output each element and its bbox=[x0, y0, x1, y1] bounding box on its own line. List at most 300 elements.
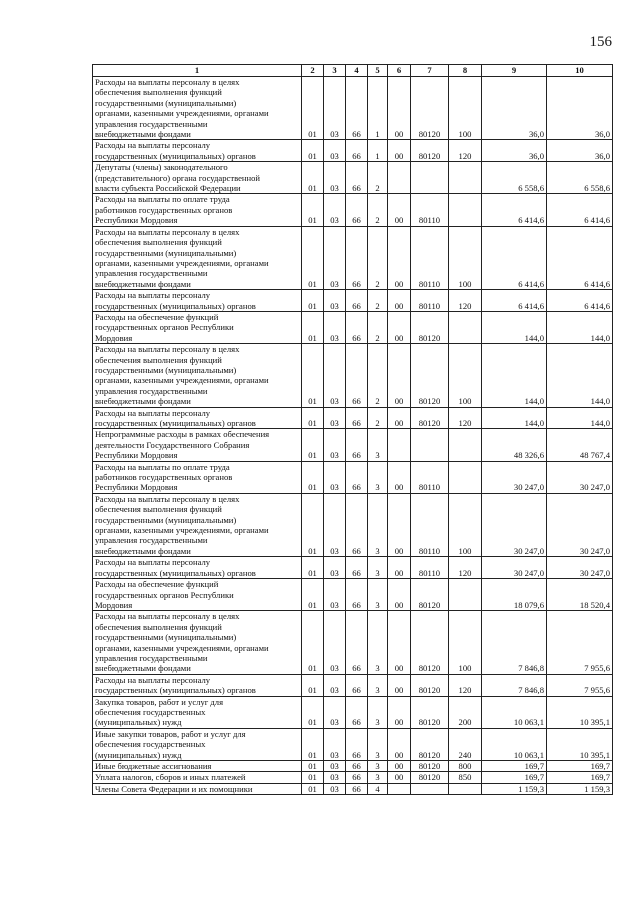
table-row bbox=[93, 728, 613, 760]
program-code-cell: 66 bbox=[346, 674, 368, 696]
table-row bbox=[93, 772, 613, 783]
target-code-cell: 80120 bbox=[411, 407, 449, 429]
column-header-3: 3 bbox=[324, 65, 346, 77]
row-name-line: Мордовия bbox=[95, 332, 133, 343]
section-code-cell: 01 bbox=[302, 140, 324, 162]
amount-year-2-cell: 144,0 bbox=[547, 407, 613, 429]
amount-year-2-cell: 6 414,6 bbox=[547, 226, 613, 289]
expense-type-code-cell bbox=[449, 194, 482, 226]
program-code-cell: 66 bbox=[346, 407, 368, 429]
row-name-line: государственных органов Республики bbox=[95, 322, 234, 333]
subsection-code-cell: 03 bbox=[324, 696, 346, 728]
amount-year-2-cell: 7 955,6 bbox=[547, 674, 613, 696]
row-name-line: Мордовия bbox=[95, 599, 133, 610]
target-code-cell: 80120 bbox=[411, 579, 449, 611]
direction-code-cell: 00 bbox=[388, 407, 411, 429]
amount-year-1-cell: 18 079,6 bbox=[482, 579, 547, 611]
amount-year-2-cell: 30 247,0 bbox=[547, 461, 613, 493]
column-header-7: 7 bbox=[411, 65, 449, 77]
amount-year-2-cell: 144,0 bbox=[547, 311, 613, 343]
amount-year-1-cell: 169,7 bbox=[482, 761, 547, 772]
row-name-cell bbox=[93, 772, 302, 783]
subprogram-code-cell: 3 bbox=[368, 493, 388, 556]
program-code-cell: 66 bbox=[346, 162, 368, 194]
row-name-cell bbox=[93, 783, 302, 794]
subprogram-code-cell: 1 bbox=[368, 77, 388, 140]
table-row bbox=[93, 226, 613, 289]
row-name-line: Расходы на выплаты персоналу bbox=[95, 290, 211, 301]
row-name-cell bbox=[93, 226, 302, 289]
column-header-1: 1 bbox=[93, 65, 302, 77]
row-name-line: Республики Мордовия bbox=[95, 215, 178, 226]
table-row bbox=[93, 557, 613, 579]
row-name-line: (муниципальных) нужд bbox=[95, 717, 182, 728]
amount-year-1-cell: 1 159,3 bbox=[482, 783, 547, 794]
row-name-cell bbox=[93, 162, 302, 194]
amount-year-2-cell: 6 414,6 bbox=[547, 194, 613, 226]
row-name-cell bbox=[93, 407, 302, 429]
row-name-line: Расходы на выплаты по оплате труда bbox=[95, 194, 230, 205]
row-name-line: Расходы на выплаты персоналу bbox=[95, 557, 211, 568]
row-name-line: обеспечения государственных bbox=[95, 739, 206, 750]
amount-year-1-cell: 144,0 bbox=[482, 344, 547, 407]
section-code-cell: 01 bbox=[302, 407, 324, 429]
direction-code-cell: 00 bbox=[388, 772, 411, 783]
program-code-cell: 66 bbox=[346, 429, 368, 461]
column-header-9: 9 bbox=[482, 65, 547, 77]
table-row bbox=[93, 429, 613, 461]
expense-type-code-cell: 120 bbox=[449, 557, 482, 579]
direction-code-cell: 00 bbox=[388, 579, 411, 611]
amount-year-1-cell: 10 063,1 bbox=[482, 696, 547, 728]
amount-year-2-cell: 36,0 bbox=[547, 140, 613, 162]
row-name-line: обеспечения выполнения функций bbox=[95, 504, 222, 515]
expense-type-code-cell bbox=[449, 162, 482, 194]
expense-type-code-cell: 200 bbox=[449, 696, 482, 728]
column-header-10: 10 bbox=[547, 65, 613, 77]
target-code-cell: 80120 bbox=[411, 344, 449, 407]
row-name-line: Члены Совета Федерации и их помощники bbox=[95, 783, 253, 794]
amount-year-1-cell: 6 414,6 bbox=[482, 194, 547, 226]
row-name-line: органами, казенными учреждениями, органами bbox=[95, 257, 269, 268]
row-name-line: органами, казенными учреждениями, органами bbox=[95, 108, 269, 119]
row-name-line: (муниципальных) нужд bbox=[95, 749, 182, 760]
row-name-line: Расходы на выплаты персоналу в целях bbox=[95, 77, 240, 87]
column-header-6: 6 bbox=[388, 65, 411, 77]
subsection-code-cell: 03 bbox=[324, 461, 346, 493]
amount-year-1-cell: 6 414,6 bbox=[482, 226, 547, 289]
amount-year-2-cell: 10 395,1 bbox=[547, 728, 613, 760]
row-name-line: государственных (муниципальных) органов bbox=[95, 567, 256, 578]
row-name-line: управления государственными bbox=[95, 118, 208, 129]
section-code-cell: 01 bbox=[302, 162, 324, 194]
subprogram-code-cell: 3 bbox=[368, 611, 388, 674]
row-name-line: внебюджетными фондами bbox=[95, 278, 191, 289]
program-code-cell: 66 bbox=[346, 226, 368, 289]
table-row bbox=[93, 290, 613, 312]
amount-year-1-cell: 6 414,6 bbox=[482, 290, 547, 312]
program-code-cell: 66 bbox=[346, 493, 368, 556]
row-name-cell bbox=[93, 290, 302, 312]
amount-year-2-cell: 10 395,1 bbox=[547, 696, 613, 728]
row-name-cell bbox=[93, 761, 302, 772]
table-row bbox=[93, 162, 613, 194]
column-header-4: 4 bbox=[346, 65, 368, 77]
table-row bbox=[93, 344, 613, 407]
expense-type-code-cell bbox=[449, 783, 482, 794]
table-row bbox=[93, 461, 613, 493]
direction-code-cell: 00 bbox=[388, 290, 411, 312]
table-row bbox=[93, 140, 613, 162]
subprogram-code-cell: 2 bbox=[368, 226, 388, 289]
row-name-line: Непрограммные расходы в рамках обеспечения bbox=[95, 429, 270, 440]
program-code-cell: 66 bbox=[346, 728, 368, 760]
row-name-line: государственных (муниципальных) органов bbox=[95, 685, 256, 696]
target-code-cell: 80120 bbox=[411, 728, 449, 760]
amount-year-2-cell: 1 159,3 bbox=[547, 783, 613, 794]
row-name-line: органами, казенными учреждениями, органами bbox=[95, 375, 269, 386]
expense-type-code-cell: 100 bbox=[449, 226, 482, 289]
page-number: 156 bbox=[589, 34, 612, 50]
program-code-cell: 66 bbox=[346, 344, 368, 407]
subprogram-code-cell: 2 bbox=[368, 407, 388, 429]
amount-year-1-cell: 30 247,0 bbox=[482, 557, 547, 579]
direction-code-cell: 00 bbox=[388, 557, 411, 579]
row-name-line: (представительного) органа государственной bbox=[95, 172, 261, 183]
subprogram-code-cell: 3 bbox=[368, 761, 388, 772]
row-name-line: Республики Мордовия bbox=[95, 450, 178, 461]
subsection-code-cell: 03 bbox=[324, 493, 346, 556]
table-row bbox=[93, 783, 613, 794]
subsection-code-cell: 03 bbox=[324, 728, 346, 760]
subsection-code-cell: 03 bbox=[324, 557, 346, 579]
target-code-cell: 80110 bbox=[411, 557, 449, 579]
target-code-cell: 80110 bbox=[411, 461, 449, 493]
expense-type-code-cell: 100 bbox=[449, 611, 482, 674]
expense-type-code-cell bbox=[449, 429, 482, 461]
row-name-line: государственными (муниципальными) bbox=[95, 632, 237, 643]
target-code-cell: 80110 bbox=[411, 194, 449, 226]
subprogram-code-cell: 3 bbox=[368, 696, 388, 728]
row-name-line: государственных (муниципальных) органов bbox=[95, 418, 256, 428]
section-code-cell: 01 bbox=[302, 461, 324, 493]
row-name-line: Иные закупки товаров, работ и услуг для bbox=[95, 728, 246, 739]
row-name-line: государственными (муниципальными) bbox=[95, 514, 237, 525]
subsection-code-cell: 03 bbox=[324, 674, 346, 696]
subprogram-code-cell: 3 bbox=[368, 674, 388, 696]
direction-code-cell: 00 bbox=[388, 344, 411, 407]
amount-year-1-cell: 144,0 bbox=[482, 311, 547, 343]
subsection-code-cell: 03 bbox=[324, 290, 346, 312]
subprogram-code-cell: 3 bbox=[368, 461, 388, 493]
target-code-cell bbox=[411, 783, 449, 794]
row-name-line: Иные бюджетные ассигнования bbox=[95, 761, 212, 771]
table-row bbox=[93, 761, 613, 772]
subprogram-code-cell: 2 bbox=[368, 162, 388, 194]
program-code-cell: 66 bbox=[346, 696, 368, 728]
program-code-cell: 66 bbox=[346, 557, 368, 579]
row-name-line: обеспечения выполнения функций bbox=[95, 237, 222, 248]
target-code-cell: 80120 bbox=[411, 611, 449, 674]
expense-type-code-cell: 120 bbox=[449, 674, 482, 696]
section-code-cell: 01 bbox=[302, 290, 324, 312]
row-name-line: государственными (муниципальными) bbox=[95, 364, 237, 375]
row-name-line: государственными (муниципальными) bbox=[95, 97, 237, 108]
row-name-cell bbox=[93, 557, 302, 579]
program-code-cell: 66 bbox=[346, 194, 368, 226]
amount-year-1-cell: 30 247,0 bbox=[482, 461, 547, 493]
direction-code-cell bbox=[388, 783, 411, 794]
amount-year-1-cell: 7 846,8 bbox=[482, 611, 547, 674]
amount-year-1-cell: 7 846,8 bbox=[482, 674, 547, 696]
table-row bbox=[93, 194, 613, 226]
subsection-code-cell: 03 bbox=[324, 344, 346, 407]
expense-type-code-cell: 120 bbox=[449, 290, 482, 312]
subprogram-code-cell: 3 bbox=[368, 728, 388, 760]
target-code-cell: 80120 bbox=[411, 772, 449, 783]
direction-code-cell: 00 bbox=[388, 461, 411, 493]
expense-type-code-cell: 100 bbox=[449, 344, 482, 407]
target-code-cell: 80110 bbox=[411, 290, 449, 312]
row-name-cell bbox=[93, 429, 302, 461]
amount-year-1-cell: 144,0 bbox=[482, 407, 547, 429]
table-row bbox=[93, 77, 613, 140]
program-code-cell: 66 bbox=[346, 783, 368, 794]
table-body bbox=[93, 77, 613, 795]
row-name-line: управления государственными bbox=[95, 652, 208, 663]
program-code-cell: 66 bbox=[346, 579, 368, 611]
amount-year-1-cell: 10 063,1 bbox=[482, 728, 547, 760]
row-name-line: обеспечения выполнения функций bbox=[95, 354, 222, 365]
row-name-line: Республики Мордовия bbox=[95, 482, 178, 493]
row-name-line: обеспечения государственных bbox=[95, 706, 206, 717]
amount-year-2-cell: 18 520,4 bbox=[547, 579, 613, 611]
target-code-cell: 80120 bbox=[411, 311, 449, 343]
row-name-line: Расходы на обеспечение функций bbox=[95, 579, 219, 590]
table-row bbox=[93, 674, 613, 696]
program-code-cell: 66 bbox=[346, 461, 368, 493]
row-name-line: государственных (муниципальных) органов bbox=[95, 150, 256, 161]
target-code-cell: 80110 bbox=[411, 493, 449, 556]
row-name-cell bbox=[93, 194, 302, 226]
direction-code-cell bbox=[388, 429, 411, 461]
row-name-cell bbox=[93, 140, 302, 162]
section-code-cell: 01 bbox=[302, 226, 324, 289]
direction-code-cell: 00 bbox=[388, 611, 411, 674]
table-row bbox=[93, 407, 613, 429]
row-name-line: внебюджетными фондами bbox=[95, 545, 191, 556]
subprogram-code-cell: 2 bbox=[368, 344, 388, 407]
amount-year-2-cell: 36,0 bbox=[547, 77, 613, 140]
column-header-8: 8 bbox=[449, 65, 482, 77]
target-code-cell: 80120 bbox=[411, 761, 449, 772]
table-header-row bbox=[93, 65, 613, 77]
program-code-cell: 66 bbox=[346, 611, 368, 674]
row-name-cell bbox=[93, 493, 302, 556]
row-name-line: органами, казенными учреждениями, органами bbox=[95, 525, 269, 536]
column-header-2: 2 bbox=[302, 65, 324, 77]
amount-year-2-cell: 30 247,0 bbox=[547, 493, 613, 556]
target-code-cell: 80120 bbox=[411, 140, 449, 162]
subsection-code-cell: 03 bbox=[324, 140, 346, 162]
section-code-cell: 01 bbox=[302, 493, 324, 556]
section-code-cell: 01 bbox=[302, 194, 324, 226]
program-code-cell: 66 bbox=[346, 77, 368, 140]
subsection-code-cell: 03 bbox=[324, 226, 346, 289]
amount-year-2-cell: 169,7 bbox=[547, 772, 613, 783]
subsection-code-cell: 03 bbox=[324, 611, 346, 674]
expense-type-code-cell: 800 bbox=[449, 761, 482, 772]
row-name-line: Уплата налогов, сборов и иных платежей bbox=[95, 772, 246, 783]
section-code-cell: 01 bbox=[302, 674, 324, 696]
table-row bbox=[93, 696, 613, 728]
amount-year-2-cell: 7 955,6 bbox=[547, 611, 613, 674]
row-name-line: Расходы на выплаты персоналу bbox=[95, 140, 211, 151]
section-code-cell: 01 bbox=[302, 77, 324, 140]
amount-year-1-cell: 30 247,0 bbox=[482, 493, 547, 556]
row-name-line: Расходы на выплаты персоналу в целях bbox=[95, 493, 240, 504]
amount-year-2-cell: 30 247,0 bbox=[547, 557, 613, 579]
section-code-cell: 01 bbox=[302, 772, 324, 783]
amount-year-2-cell: 48 767,4 bbox=[547, 429, 613, 461]
section-code-cell: 01 bbox=[302, 728, 324, 760]
row-name-line: управления государственными bbox=[95, 385, 208, 396]
subsection-code-cell: 03 bbox=[324, 77, 346, 140]
direction-code-cell: 00 bbox=[388, 194, 411, 226]
row-name-cell bbox=[93, 728, 302, 760]
direction-code-cell bbox=[388, 162, 411, 194]
row-name-line: государственных органов Республики bbox=[95, 589, 234, 600]
section-code-cell: 01 bbox=[302, 429, 324, 461]
subsection-code-cell: 03 bbox=[324, 194, 346, 226]
direction-code-cell: 00 bbox=[388, 311, 411, 343]
target-code-cell: 80120 bbox=[411, 77, 449, 140]
amount-year-1-cell: 36,0 bbox=[482, 77, 547, 140]
row-name-cell bbox=[93, 611, 302, 674]
subsection-code-cell: 03 bbox=[324, 407, 346, 429]
direction-code-cell: 00 bbox=[388, 728, 411, 760]
table-row bbox=[93, 311, 613, 343]
program-code-cell: 66 bbox=[346, 140, 368, 162]
section-code-cell: 01 bbox=[302, 311, 324, 343]
row-name-line: внебюджетными фондами bbox=[95, 396, 191, 407]
target-code-cell: 80110 bbox=[411, 226, 449, 289]
program-code-cell: 66 bbox=[346, 311, 368, 343]
row-name-line: работников государственных органов bbox=[95, 204, 233, 215]
row-name-cell bbox=[93, 77, 302, 140]
program-code-cell: 66 bbox=[346, 290, 368, 312]
table-row bbox=[93, 579, 613, 611]
section-code-cell: 01 bbox=[302, 761, 324, 772]
amount-year-1-cell: 48 326,6 bbox=[482, 429, 547, 461]
target-code-cell: 80120 bbox=[411, 696, 449, 728]
target-code-cell bbox=[411, 429, 449, 461]
subsection-code-cell: 03 bbox=[324, 311, 346, 343]
expense-type-code-cell: 240 bbox=[449, 728, 482, 760]
expense-type-code-cell: 100 bbox=[449, 77, 482, 140]
subsection-code-cell: 03 bbox=[324, 772, 346, 783]
row-name-cell bbox=[93, 311, 302, 343]
expense-type-code-cell bbox=[449, 579, 482, 611]
amount-year-1-cell: 169,7 bbox=[482, 772, 547, 783]
target-code-cell: 80120 bbox=[411, 674, 449, 696]
subsection-code-cell: 03 bbox=[324, 162, 346, 194]
target-code-cell bbox=[411, 162, 449, 194]
direction-code-cell: 00 bbox=[388, 77, 411, 140]
row-name-line: деятельности Государственного Собрания bbox=[95, 439, 250, 450]
direction-code-cell: 00 bbox=[388, 761, 411, 772]
row-name-line: обеспечения выполнения функций bbox=[95, 87, 222, 98]
row-name-line: управления государственными bbox=[95, 268, 208, 279]
subprogram-code-cell: 3 bbox=[368, 557, 388, 579]
section-code-cell: 01 bbox=[302, 579, 324, 611]
subprogram-code-cell: 4 bbox=[368, 783, 388, 794]
expense-type-code-cell bbox=[449, 311, 482, 343]
section-code-cell: 01 bbox=[302, 783, 324, 794]
subprogram-code-cell: 2 bbox=[368, 194, 388, 226]
expense-type-code-cell: 850 bbox=[449, 772, 482, 783]
subsection-code-cell: 03 bbox=[324, 429, 346, 461]
amount-year-2-cell: 169,7 bbox=[547, 761, 613, 772]
row-name-line: Расходы на обеспечение функций bbox=[95, 311, 219, 322]
program-code-cell: 66 bbox=[346, 772, 368, 783]
row-name-line: Расходы на выплаты персоналу в целях bbox=[95, 344, 240, 355]
row-name-line: внебюджетными фондами bbox=[95, 663, 191, 674]
row-name-cell bbox=[93, 344, 302, 407]
subprogram-code-cell: 3 bbox=[368, 772, 388, 783]
program-code-cell: 66 bbox=[346, 761, 368, 772]
amount-year-2-cell: 6 414,6 bbox=[547, 290, 613, 312]
subprogram-code-cell: 2 bbox=[368, 311, 388, 343]
direction-code-cell: 00 bbox=[388, 696, 411, 728]
row-name-line: власти субъекта Российской Федерации bbox=[95, 183, 241, 194]
row-name-line: Расходы на выплаты персоналу в целях bbox=[95, 226, 240, 237]
row-name-line: Расходы на выплаты персоналу в целях bbox=[95, 611, 240, 622]
row-name-line: органами, казенными учреждениями, органами bbox=[95, 642, 269, 653]
subprogram-code-cell: 2 bbox=[368, 290, 388, 312]
direction-code-cell: 00 bbox=[388, 226, 411, 289]
expense-type-code-cell bbox=[449, 461, 482, 493]
column-header-5: 5 bbox=[368, 65, 388, 77]
subprogram-code-cell: 1 bbox=[368, 140, 388, 162]
row-name-line: внебюджетными фондами bbox=[95, 129, 191, 140]
section-code-cell: 01 bbox=[302, 557, 324, 579]
row-name-line: Расходы на выплаты по оплате труда bbox=[95, 461, 230, 472]
subsection-code-cell: 03 bbox=[324, 761, 346, 772]
row-name-line: обеспечения выполнения функций bbox=[95, 621, 222, 632]
budget-table bbox=[92, 64, 613, 795]
subsection-code-cell: 03 bbox=[324, 783, 346, 794]
row-name-line: Расходы на выплаты персоналу bbox=[95, 407, 211, 418]
expense-type-code-cell: 120 bbox=[449, 407, 482, 429]
row-name-line: работников государственных органов bbox=[95, 472, 233, 483]
amount-year-1-cell: 36,0 bbox=[482, 140, 547, 162]
table-row bbox=[93, 611, 613, 674]
direction-code-cell: 00 bbox=[388, 674, 411, 696]
subprogram-code-cell: 3 bbox=[368, 579, 388, 611]
row-name-cell bbox=[93, 461, 302, 493]
expense-type-code-cell: 120 bbox=[449, 140, 482, 162]
row-name-cell bbox=[93, 579, 302, 611]
subprogram-code-cell: 3 bbox=[368, 429, 388, 461]
row-name-line: управления государственными bbox=[95, 535, 208, 546]
row-name-cell bbox=[93, 674, 302, 696]
amount-year-2-cell: 144,0 bbox=[547, 344, 613, 407]
direction-code-cell: 00 bbox=[388, 140, 411, 162]
row-name-line: Закупка товаров, работ и услуг для bbox=[95, 696, 224, 707]
table-row bbox=[93, 493, 613, 556]
row-name-line: государственных (муниципальных) органов bbox=[95, 300, 256, 311]
